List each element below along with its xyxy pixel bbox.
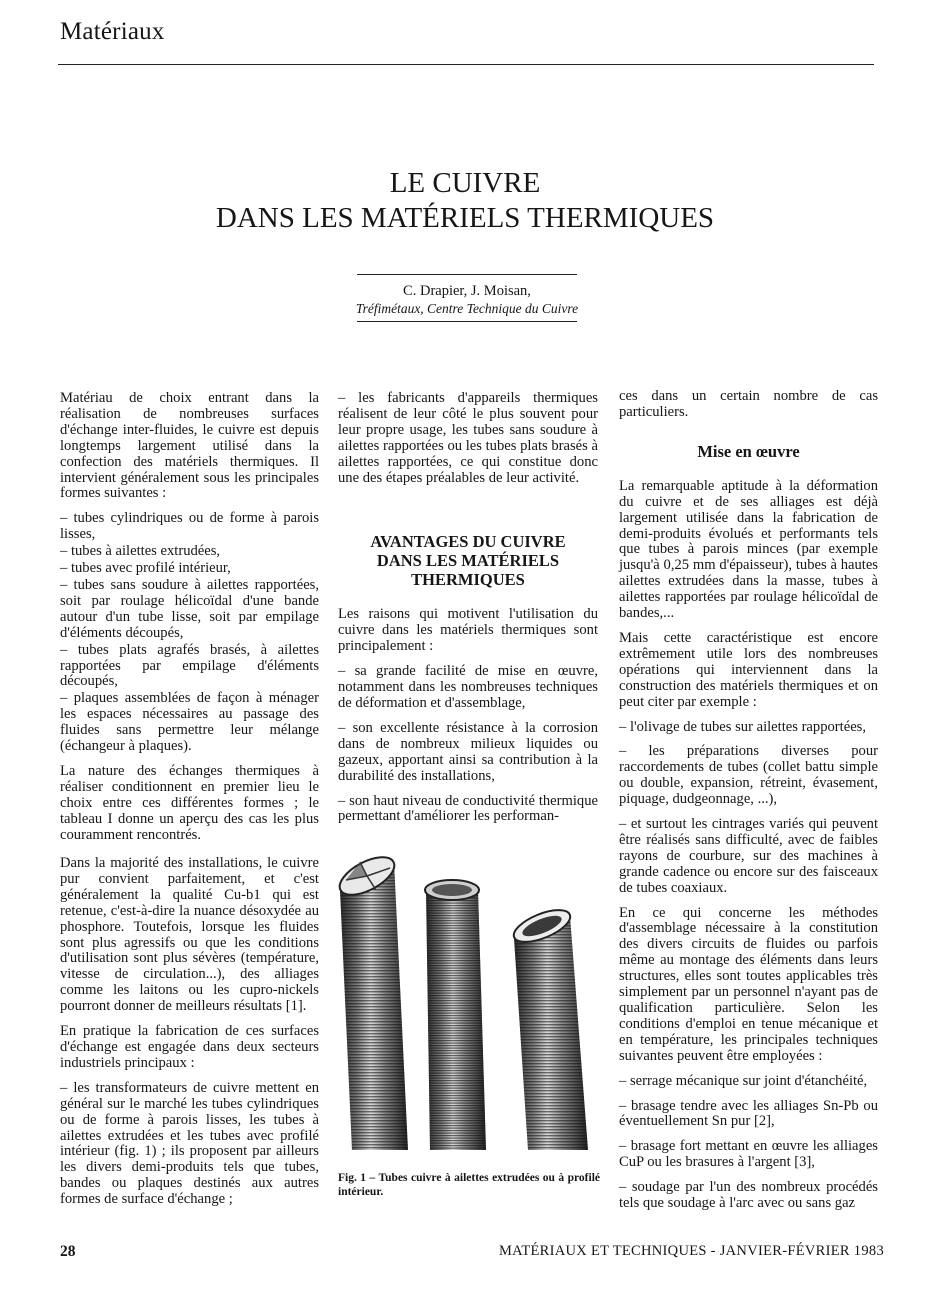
paragraph: – son haut niveau de conductivité thermique permettant d'améliorer les performan-	[338, 792, 598, 825]
column-3	[619, 389, 878, 1221]
running-section-header: Matériaux	[60, 18, 165, 45]
journal-footer: MATÉRIAUX ET TECHNIQUES - JANVIER-FÉVRIER 1983	[498, 1243, 884, 1259]
column-1-top	[60, 391, 319, 852]
figure-1-caption: Fig. 1 – Tubes cuivre à ailettes extrudées ou à profilé intérieur.	[338, 1172, 600, 1198]
list-item: – tubes plats agrafés brasés, à ailettes rapportées par empilage d'éléments découpés,	[60, 641, 319, 690]
affiliation: Tréfimétaux, Centre Technique du Cuivre	[355, 301, 579, 316]
column-1-bottom	[60, 856, 319, 1217]
section-heading-implementation: Mise en œuvre	[697, 441, 800, 461]
paragraph: – les préparations diverses pour raccordements de tubes (collet battu simple ou double, expansion, rétreint, évasement, piquage, dudgeonnage, ...),	[619, 743, 878, 808]
authors: C. Drapier, J. Moisan,	[403, 283, 531, 299]
list-item: – tubes avec profilé intérieur,	[60, 560, 231, 577]
paragraph: En ce qui concerne les méthodes d'assemblage nécessaire à la constitution des divers circuits de fluides ou parfois même au montage des éléments dans leurs structures, elles sont toutes applicables très simplement par un personnel n'ayant pas de qualification particulière. Selon les conditions d'emploi en tenue mécanique et en température, les principales techniques suivantes peuvent être employées :	[619, 904, 878, 1064]
tube-right	[510, 904, 588, 1150]
tubes-illustration	[338, 850, 600, 1170]
paragraph: – brasage fort mettant en œuvre les alliages CuP ou les brasures à l'argent [3],	[619, 1138, 878, 1171]
paragraph: – les transformateurs de cuivre mettent en général sur le marché les tubes cylindriques ou de forme à parois lisses, les tubes à ailettes extrudées et les tubes avec profilé intérieur (fig. 1) ; ils proposent par ailleurs les divers demi-produits tels que tubes, bandes ou plaques destinés aux autres formes de surface d'échange ;	[60, 1079, 319, 1208]
figure-1-tubes-photo	[338, 850, 600, 1170]
paragraph: – et surtout les cintrages variés qui peuvent être réalisés sans difficulté, avec de faibles rayons de courbure, sur des machines à grande cadence ou encore sur des faisceaux de tubes coaxiaux.	[619, 816, 878, 896]
paragraph: Dans la majorité des installations, le cuivre pur convient parfaitement, et c'est généralement la qualité Cu-b1 qui est retenue, c'est-à-dire la nuance désoxydée au phosphore. Toutefois, lorsque les fluides sont plus agressifs ou que les conditions d'utilisation sont plus sévères (température, vitesse de circulation...), des alliages comme les laitons ou les cupro-nickels pourront donner de meilleurs résultats [1].	[60, 855, 319, 1015]
paragraph: Matériau de choix entrant dans la réalisation de nombreuses surfaces d'échange inter-fluides, le cuivre est depuis longtemps largement utilisé dans la confection des matériels thermiques. Il intervient généralement sous les principales formes suivantes :	[60, 390, 319, 502]
page-number: 28	[60, 1243, 76, 1260]
paragraph: La remarquable aptitude à la déformation du cuivre et de ses alliages est déjà largement utilisée dans la fabrication de demi-produits évolués et performants tels que tubes à parois minces (par exemple jusqu'à 0,25 mm d'épaisseur), tubes à hautes ailettes extrudées dans la masse, tubes à ailettes rapportées par roulage hélicoïdal de bandes,...	[619, 477, 878, 622]
paragraph: – brasage tendre avec les alliages Sn-Pb ou éventuellement Sn pur [2],	[619, 1097, 878, 1130]
paragraph: En pratique la fabrication de ces surfaces d'échange est engagée dans deux secteurs industriels principaux :	[60, 1023, 319, 1071]
authors-top-rule	[357, 274, 577, 275]
paragraph: – son excellente résistance à la corrosion dans de nombreux milieux liquides ou gazeux, apportant ainsi sa contribution à la durabilité des installations,	[338, 719, 598, 784]
header-rule	[58, 64, 874, 65]
tube-center	[425, 880, 486, 1150]
paragraph: – l'olivage de tubes sur ailettes rapportées,	[619, 718, 866, 735]
list-item: – plaques assemblées de façon à ménager les espaces nécessaires au passage des fluides sans permettre leur mélange (échangeur à plaques).	[60, 690, 319, 755]
paragraph: – sa grande facilité de mise en œuvre, notamment dans les nombreuses techniques de déformation et d'assemblage,	[338, 663, 598, 711]
paragraph: Mais cette caractéristique est encore extrêmement utile lors des nombreuses opérations qui interviennent dans la construction des matériels thermiques et on peut citer par exemple :	[619, 629, 878, 710]
author-block	[330, 282, 604, 318]
article-title	[100, 166, 830, 236]
list-item: – tubes sans soudure à ailettes rapportées, soit par roulage hélicoïdal d'une bande autour d'un tube lisse, soit par empilage d'éléments découpés,	[60, 576, 319, 641]
section-heading-advantages: AVANTAGES DU CUIVRE DANS LES MATÉRIELS THERMIQUES	[370, 532, 566, 590]
paragraph: – les fabricants d'appareils thermiques réalisent de leur côté le plus souvent pour leur propre usage, les tubes sans soudure à ailettes rapportées ou les tubes plats brasés à ailettes rapportées, ce qui constitue donc une des étapes préalables de leur activité.	[338, 390, 598, 486]
paragraph: Les raisons qui motivent l'utilisation du cuivre dans les matériels thermiques sont principalement :	[338, 606, 598, 655]
column-2	[338, 391, 598, 834]
paragraph: La nature des échanges thermiques à réaliser conditionnent en premier lieu le choix entre ces différentes formes ; le tableau I donne un aperçu des cas les plus couramment rencontrés.	[60, 762, 319, 843]
authors-bottom-rule	[357, 321, 577, 322]
tube-left	[338, 850, 408, 1150]
list-item: – tubes cylindriques ou de forme à parois lisses,	[60, 510, 319, 543]
title-line-2: DANS LES MATÉRIELS THERMIQUES	[215, 202, 715, 234]
paragraph: – soudage par l'un des nombreux procédés tels que soudage à l'arc avec ou sans gaz	[619, 1179, 878, 1212]
paragraph: ces dans un certain nombre de cas particuliers.	[619, 388, 878, 420]
title-line-1: LE CUIVRE	[389, 167, 541, 199]
list-item: – tubes à ailettes extrudées,	[60, 543, 221, 560]
paragraph: – serrage mécanique sur joint d'étanchéité,	[619, 1072, 868, 1089]
